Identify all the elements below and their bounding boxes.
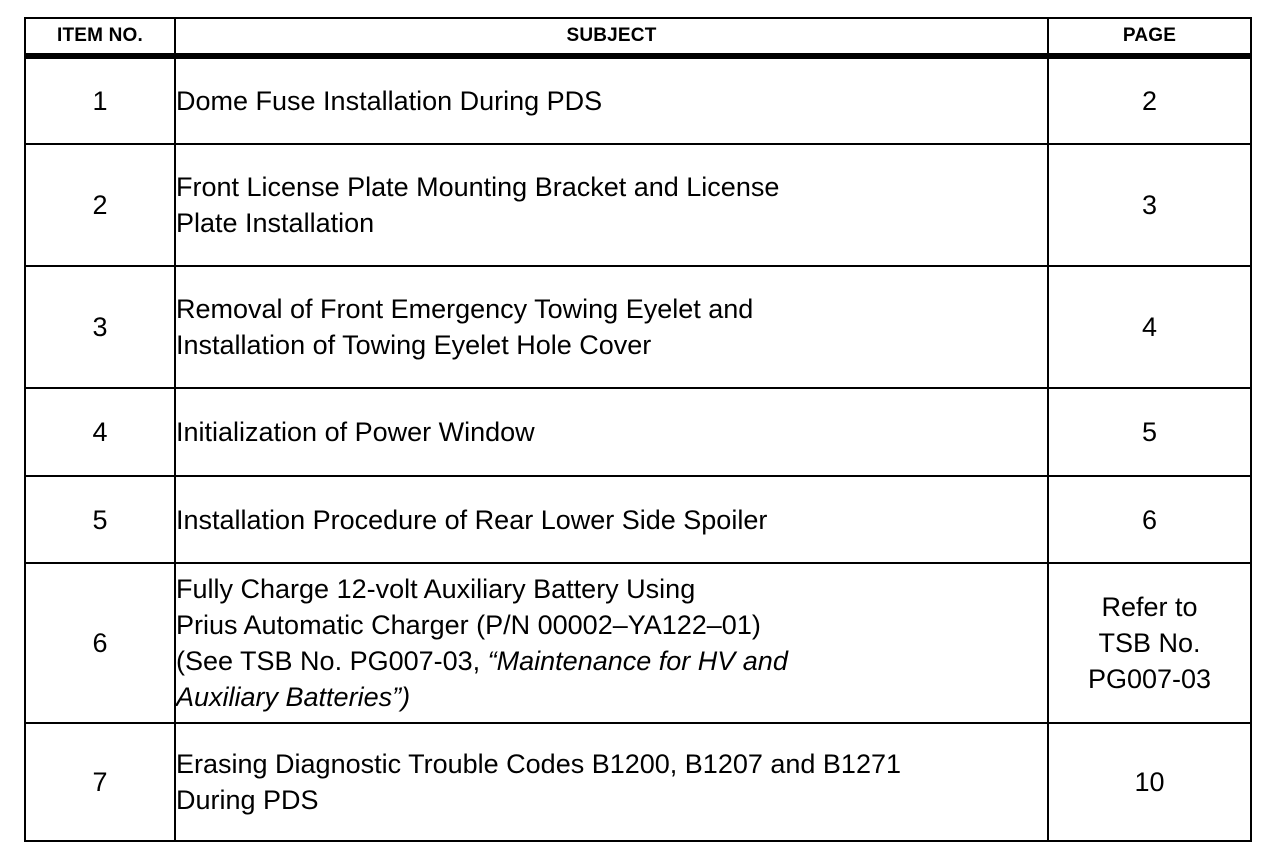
page-cell [1048, 144, 1251, 266]
document-page [24, 17, 1250, 842]
subject-cell [175, 723, 1048, 841]
item-number: 3 [25, 266, 175, 388]
subject-line: Fully Charge 12-volt Auxiliary Battery Using [176, 574, 696, 604]
page-cell [1048, 56, 1251, 144]
subject-line: Erasing Diagnostic Trouble Codes B1200, B1207 and B1271 [176, 749, 901, 779]
subject-line: Prius Automatic Charger (P/N 00002–YA122–01) [176, 610, 761, 640]
subject-cell [175, 563, 1048, 723]
item-number: 6 [25, 563, 175, 723]
item-number: 4 [25, 388, 175, 476]
subject-cell [175, 266, 1048, 388]
pds-items-table [24, 17, 1252, 842]
page-cell [1048, 563, 1251, 723]
page-reference: Refer to [1101, 592, 1198, 622]
page-reference: PG007-03 [1087, 664, 1212, 694]
subject-line: Removal of Front Emergency Towing Eyelet and [176, 294, 754, 324]
item-number: 1 [25, 56, 175, 144]
see-title-italic: “Maintenance for HV and [487, 646, 788, 676]
subject-line: Installation Procedure of Rear Lower Side Spoiler [176, 504, 768, 535]
page-number: 10 [1134, 767, 1165, 797]
subject-see-reference-line [176, 679, 1047, 715]
table-row [25, 388, 1251, 476]
see-title-italic: Auxiliary Batteries” [176, 682, 402, 712]
subject-line: Plate Installation [176, 208, 375, 238]
item-number: 7 [25, 723, 175, 841]
page-reference: TSB No. [1098, 628, 1201, 658]
subject-line: Front License Plate Mounting Bracket and License [176, 172, 780, 202]
table-row [25, 266, 1251, 388]
page-number: 4 [1141, 312, 1158, 342]
table-row [25, 56, 1251, 144]
page-number: 5 [1141, 417, 1158, 447]
page-number: 2 [1141, 86, 1158, 116]
page-cell [1048, 476, 1251, 563]
page-number: 6 [1141, 504, 1158, 535]
header-subject: SUBJECT [175, 18, 1048, 56]
subject-line: Installation of Towing Eyelet Hole Cover [176, 330, 652, 360]
page-cell [1048, 388, 1251, 476]
subject-line: Initialization of Power Window [176, 417, 535, 447]
item-number: 2 [25, 144, 175, 266]
header-page: PAGE [1048, 18, 1251, 56]
page-cell [1048, 723, 1251, 841]
page-number: 3 [1141, 190, 1158, 220]
subject-see-reference-line [176, 643, 1047, 679]
subject-line: Dome Fuse Installation During PDS [176, 86, 603, 116]
item-number: 5 [25, 476, 175, 563]
see-suffix: ) [401, 682, 411, 712]
table-row [25, 144, 1251, 266]
subject-line: During PDS [176, 785, 319, 815]
subject-cell [175, 144, 1048, 266]
see-prefix: (See TSB No. PG007-03, [176, 646, 488, 676]
table-header-row [25, 18, 1251, 56]
header-item-no: ITEM NO. [25, 18, 175, 56]
subject-cell [175, 476, 1048, 563]
subject-cell [175, 388, 1048, 476]
subject-cell [175, 56, 1048, 144]
page-cell [1048, 266, 1251, 388]
table-row [25, 723, 1251, 841]
table-row [25, 476, 1251, 563]
table-row [25, 563, 1251, 723]
